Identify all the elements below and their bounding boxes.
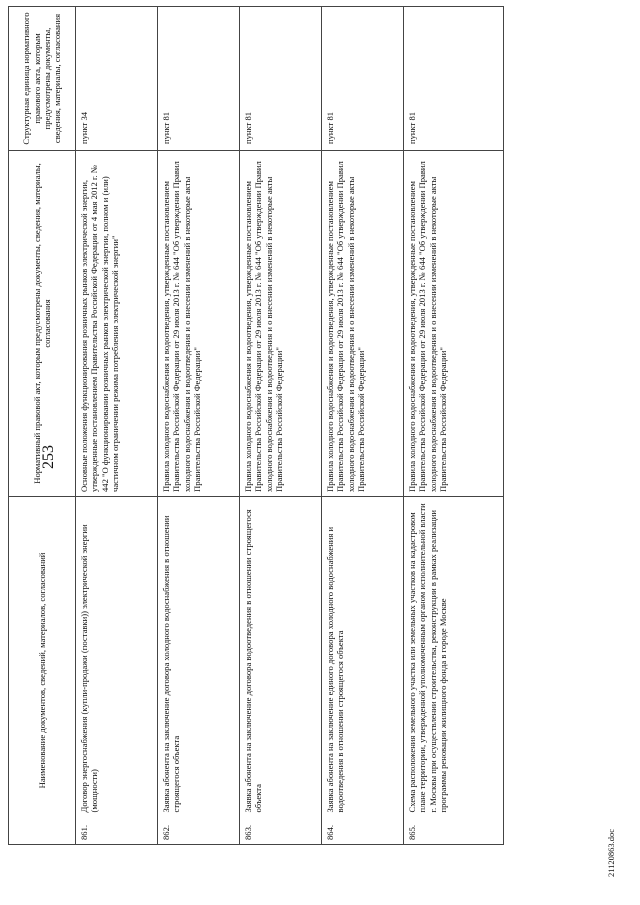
row-clause: пункт 81 bbox=[404, 7, 504, 151]
header-act: Нормативный правовой акт, которым предусмотрены документы, сведения, материалы, согласования bbox=[9, 151, 76, 497]
table-header-row bbox=[9, 7, 76, 845]
row-number: 861. bbox=[76, 819, 158, 845]
table-row bbox=[240, 7, 322, 845]
table-row bbox=[404, 7, 504, 845]
header-unit: Структурная единица нормативного правового акта, которым предусмотрены документы, сведения, материалы, согласования bbox=[9, 7, 76, 151]
row-document-name: Договор энергоснабжения (купли-продажи (поставки)) электрической энергии (мощности) bbox=[76, 497, 158, 819]
row-document-name: Схема расположения земельного участка или земельных участков на кадастровом плане территории, утвержденной уполномоченным органом исполнительной власти г. Москвы при осуществлении строительства, реконструкции в рамках реализации программы реновации жилищного фонда в городе Москве bbox=[404, 497, 504, 819]
row-document-name: Заявка абонента на заключение договора холодного водоснабжения в отношении строящегося объекта bbox=[158, 497, 240, 819]
row-number: 863. bbox=[240, 819, 322, 845]
row-legal-act: Правила холодного водоснабжения и водоотведения, утвержденные постановлением Правительства Российской Федерации от 29 июля 2013 г. № 644 "Об утверждении Правил холодного водоснабжения и водоотведения и о внесении изменений в некоторые акты Правительства Российской Федерации" bbox=[240, 151, 322, 497]
table-row bbox=[76, 7, 158, 845]
table-row bbox=[322, 7, 404, 845]
row-number: 862. bbox=[158, 819, 240, 845]
row-number: 865. bbox=[404, 819, 504, 845]
row-legal-act: Основные положения функционирования розничных рынков электрической энергии, утвержденные постановлением Правительства Российской Федерации от 4 мая 2012 г. № 442 "О функционировании розничных рынков электрической энергии, полном и (или) частичном ограничении режима потребления электрической энергии" bbox=[76, 151, 158, 497]
row-document-name: Заявка абонента на заключение единого договора холодного водоснабжения и водоотведения в отношении строящегося объекта bbox=[322, 497, 404, 819]
page-number: 253 bbox=[40, 445, 57, 469]
row-clause: пункт 81 bbox=[322, 7, 404, 151]
documents-table bbox=[8, 6, 504, 845]
header-name: Наименование документов, сведений, материалов, согласований bbox=[9, 497, 76, 845]
row-legal-act: Правила холодного водоснабжения и водоотведения, утвержденные постановлением Правительства Российской Федерации от 29 июля 2013 г. № 644 "Об утверждении Правил холодного водоснабжения и водоотведения и о внесении изменений в некоторые акты Правительства Российской Федерации" bbox=[158, 151, 240, 497]
row-document-name: Заявка абонента на заключение договора водоотведения в отношении строящегося объекта bbox=[240, 497, 322, 819]
table-row bbox=[158, 7, 240, 845]
row-legal-act: Правила холодного водоснабжения и водоотведения, утвержденные постановлением Правительства Российской Федерации от 29 июля 2013 г. № 644 "Об утверждении Правил холодного водоснабжения и водоотведения и о внесении изменений в некоторые акты Правительства Российской Федерации" bbox=[322, 151, 404, 497]
row-clause: пункт 81 bbox=[240, 7, 322, 151]
row-clause: пункт 81 bbox=[158, 7, 240, 151]
row-number: 864. bbox=[322, 819, 404, 845]
row-clause: пункт 34 bbox=[76, 7, 158, 151]
row-legal-act: Правила холодного водоснабжения и водоотведения, утвержденные постановлением Правительства Российской Федерации от 29 июля 2013 г. № 644 "Об утверждении Правил холодного водоснабжения и водоотведения и о внесении изменений в некоторые акты Правительства Российской Федерации" bbox=[404, 151, 504, 497]
document-id: 21120863.doc bbox=[606, 828, 616, 877]
